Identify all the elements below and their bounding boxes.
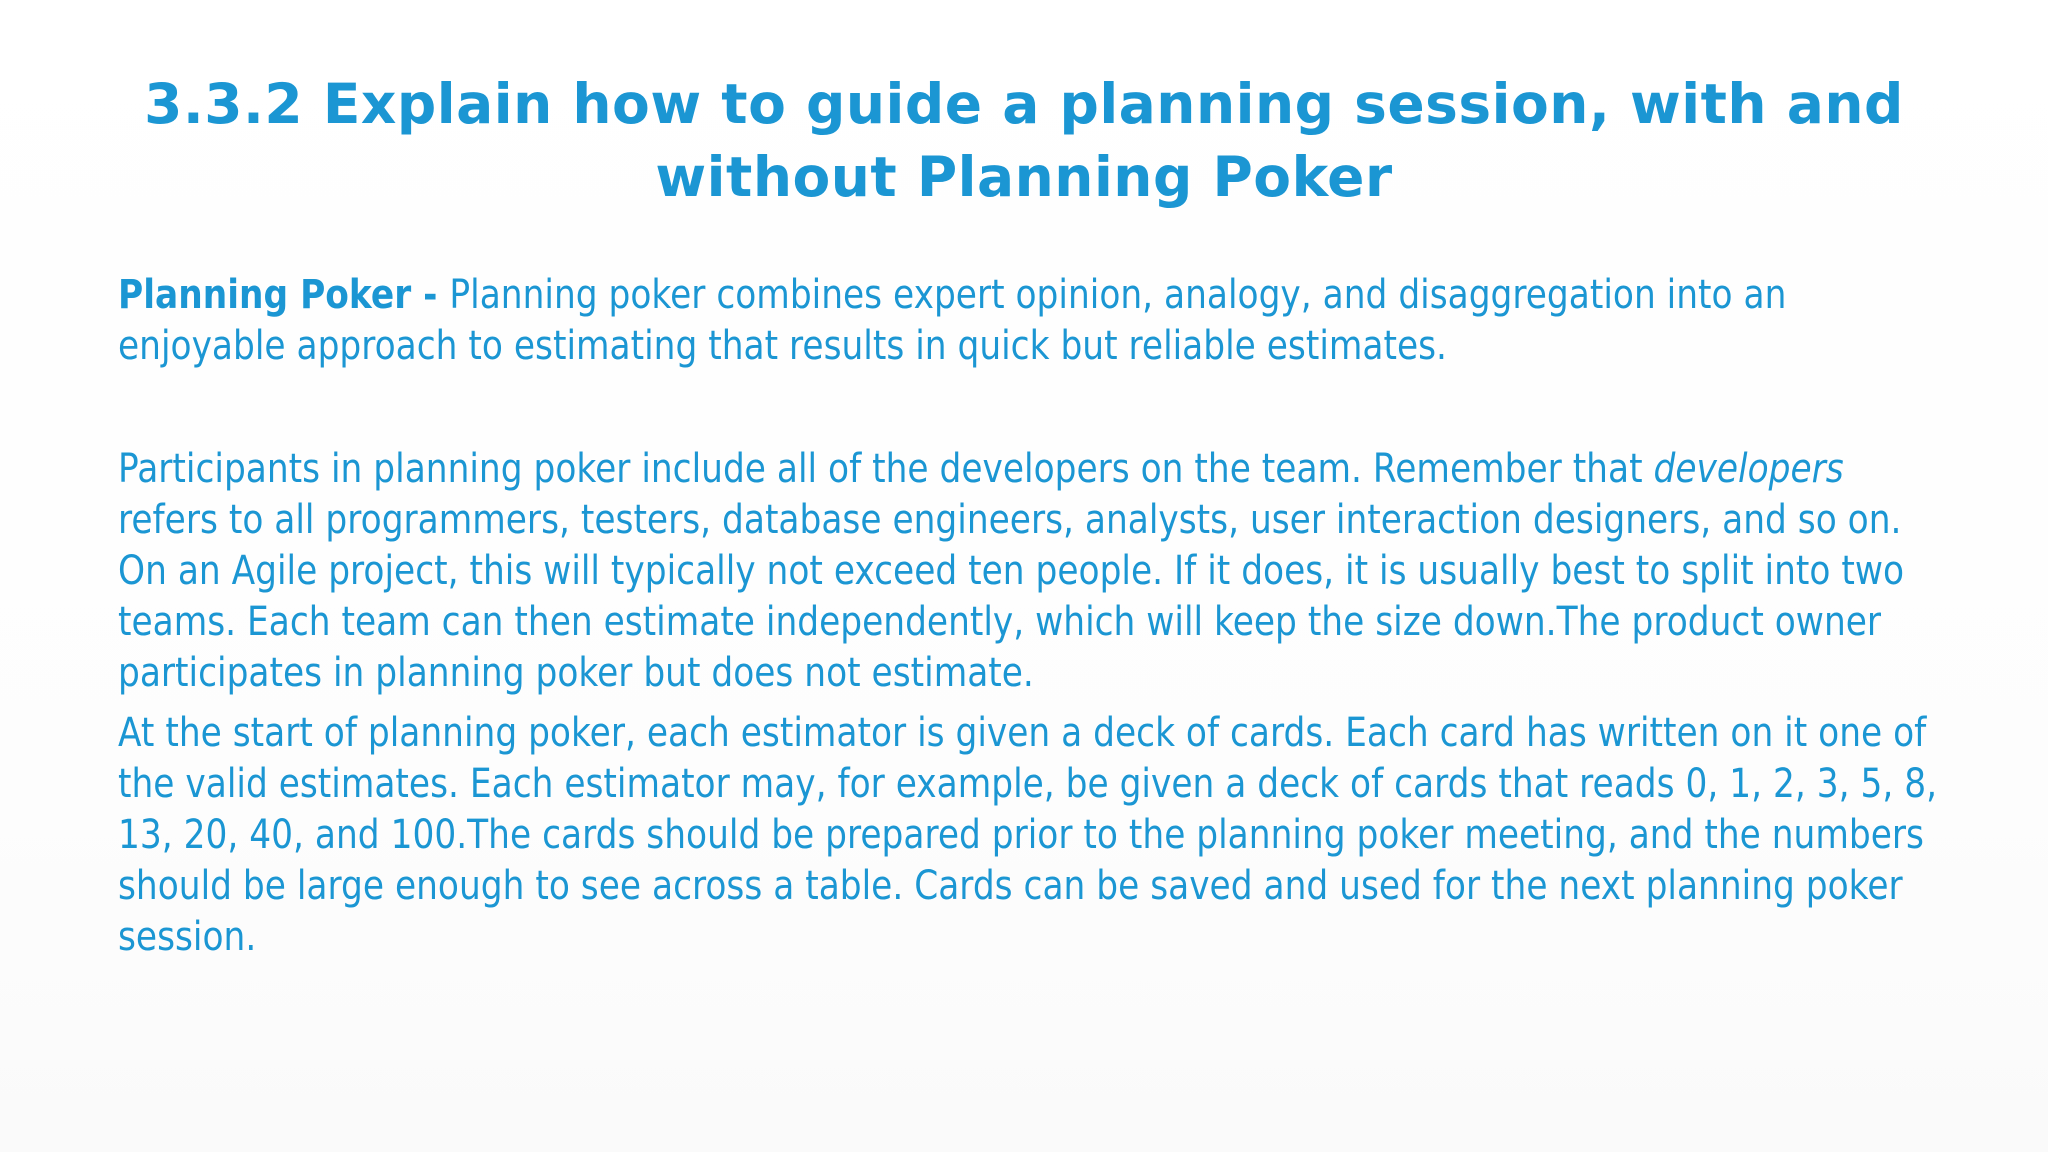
emphasis-term: developers <box>1653 446 1844 492</box>
paragraph-lead-term: Planning Poker - <box>118 272 450 318</box>
paragraph-text-after: refers to all programmers, testers, database engineers, analysts, user interaction designers, and so on. On an Agile project, this will typically not exceed ten people. If it does, it is usually best to split into two teams. Each team can then estimate independently, which will keep the size down.The product owner participates in planning poker but does not estimate. <box>118 497 1905 696</box>
paragraph-text: Planning poker combines expert opinion, analogy, and disaggregation into an enjoyable approach to estimating that results in quick but reliable estimates. <box>118 272 1787 369</box>
paragraph-planning-poker-definition <box>118 270 1948 372</box>
paragraph-text: At the start of planning poker, each estimator is given a deck of cards. Each card has written on it one of the valid estimates. Each estimator may, for example, be given a deck of cards that reads 0, 1, 2, 3, 5, 8, 13, 20, 40, and 100.The cards should be prepared prior to the planning poker meeting, and the numbers should be large enough to see across a table. Cards can be saved and used for the next planning poker session. <box>118 710 1938 960</box>
paragraph-text-before: Participants in planning poker include all of the developers on the team. Remember that <box>118 446 1654 492</box>
slide-title: 3.3.2 Explain how to guide a planning session, with and without Planning Poker <box>144 72 1904 209</box>
paragraph-participants <box>118 444 1948 699</box>
paragraph-card-deck <box>118 708 1948 963</box>
